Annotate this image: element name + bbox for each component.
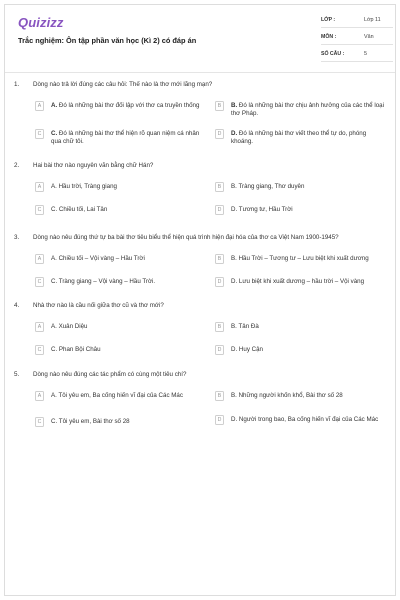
option-text: A. Đó là những bài thơ đối lập với thơ ca truyền thống xyxy=(51,102,200,109)
option-letter-box: D xyxy=(215,129,224,139)
option-text: B. Tản Đà xyxy=(231,323,259,330)
option-text: D. Tương tư, Hầu Trời xyxy=(231,206,293,213)
question-text: Dòng nào trả lời đúng các câu hỏi: Thế nào là thơ mới lãng mạn? xyxy=(33,81,213,88)
option-letter-box: C xyxy=(35,205,44,215)
meta-row-subject xyxy=(321,31,393,45)
option-letter-box: B xyxy=(215,101,224,111)
meta-label-grade: LỚP : xyxy=(321,17,336,23)
option-text: D. Huy Cận xyxy=(231,346,263,353)
option-text: A. Xuân Diệu xyxy=(51,323,88,330)
option-letter-box: B xyxy=(215,254,224,264)
option-text: C. Phan Bội Châu xyxy=(51,346,101,353)
option-letter-box: A xyxy=(35,391,44,401)
option-text: A. Hầu trời, Tràng giang xyxy=(51,183,117,190)
option-text: B. Hầu Trời – Tương tư – Lưu biệt khi xuất dương xyxy=(231,255,369,262)
option-letter-box: A xyxy=(35,182,44,192)
option-text: D. Người trong bao, Ba cống hiến vĩ đại của Các Mác xyxy=(231,416,379,423)
meta-value-count: 5 xyxy=(364,51,367,57)
question-number: 1. xyxy=(14,81,20,88)
quizizz-logo: Quizizz xyxy=(18,15,64,30)
option-text: A. Tôi yêu em, Ba cống hiến vĩ đại của Các Mác xyxy=(51,392,183,399)
option-text: D. Lưu biệt khi xuất dương – hầu trời – Vội vàng xyxy=(231,278,365,285)
option-text: C. Tôi yêu em, Bài thơ số 28 xyxy=(51,418,130,425)
option-letter-box: C xyxy=(35,277,44,287)
option-text: C. Tràng giang – Vội vàng – Hầu Trời. xyxy=(51,278,156,285)
question-text: Dòng nào nêu đúng thứ tự ba bài thơ tiêu biểu thể hiện quá trình hiện đại hóa của thơ ca Việt Nam 1900-1945? xyxy=(33,234,339,241)
worksheet-header xyxy=(5,5,395,73)
question-number: 2. xyxy=(14,162,20,169)
option-text: C. Đó là những bài thơ thể hiện rõ quan niệm cá nhân qua chữ tôi. xyxy=(51,130,200,145)
option-letter-box: C xyxy=(35,417,44,427)
option-letter-box: D xyxy=(215,415,224,425)
option-letter-box: C xyxy=(35,345,44,355)
question-text: Hai bài thơ nào nguyên văn bằng chữ Hán? xyxy=(33,162,154,169)
option-letter-box: B xyxy=(215,182,224,192)
question-number: 3. xyxy=(14,234,20,241)
question-number: 5. xyxy=(14,371,20,378)
question-text: Nhà thơ nào là cầu nối giữa thơ cũ và thơ mới? xyxy=(33,302,164,309)
meta-value-subject: Văn xyxy=(364,34,374,40)
worksheet-page xyxy=(4,4,396,596)
option-letter-box: B xyxy=(215,322,224,332)
option-letter-box: C xyxy=(35,129,44,139)
meta-row-count xyxy=(321,48,393,62)
option-letter-box: A xyxy=(35,322,44,332)
option-text: B. Tràng giang, Thơ duyên xyxy=(231,183,305,190)
option-letter-box: D xyxy=(215,277,224,287)
option-text: C. Chiều tối, Lai Tân xyxy=(51,206,108,213)
option-text: D. Đó là những bài thơ viết theo thể tự do, phóng khoáng. xyxy=(231,130,367,145)
question-text: Dòng nào nêu đúng các tác phẩm có cùng một tiêu chí? xyxy=(33,371,187,378)
meta-row-grade xyxy=(321,14,393,28)
option-letter-box: D xyxy=(215,205,224,215)
meta-info-box xyxy=(321,14,393,72)
option-text: B. Những người khốn khổ, Bài thơ số 28 xyxy=(231,392,343,399)
meta-label-count: SỐ CÂU : xyxy=(321,51,345,57)
option-letter-box: A xyxy=(35,254,44,264)
option-letter-box: D xyxy=(215,345,224,355)
option-text: B. Đó là những bài thơ chịu ảnh hưởng của các thể loại thơ Pháp. xyxy=(231,102,384,117)
option-letter-box: B xyxy=(215,391,224,401)
meta-value-grade: Lớp 11 xyxy=(364,17,381,23)
worksheet-title: Trắc nghiệm: Ôn tập phần văn học (Kì 2) có đáp án xyxy=(18,36,197,45)
option-text: A. Chiều tối – Vội vàng – Hầu Trời xyxy=(51,255,145,262)
question-number: 4. xyxy=(14,302,20,309)
meta-label-subject: MÔN : xyxy=(321,34,337,40)
option-letter-box: A xyxy=(35,101,44,111)
